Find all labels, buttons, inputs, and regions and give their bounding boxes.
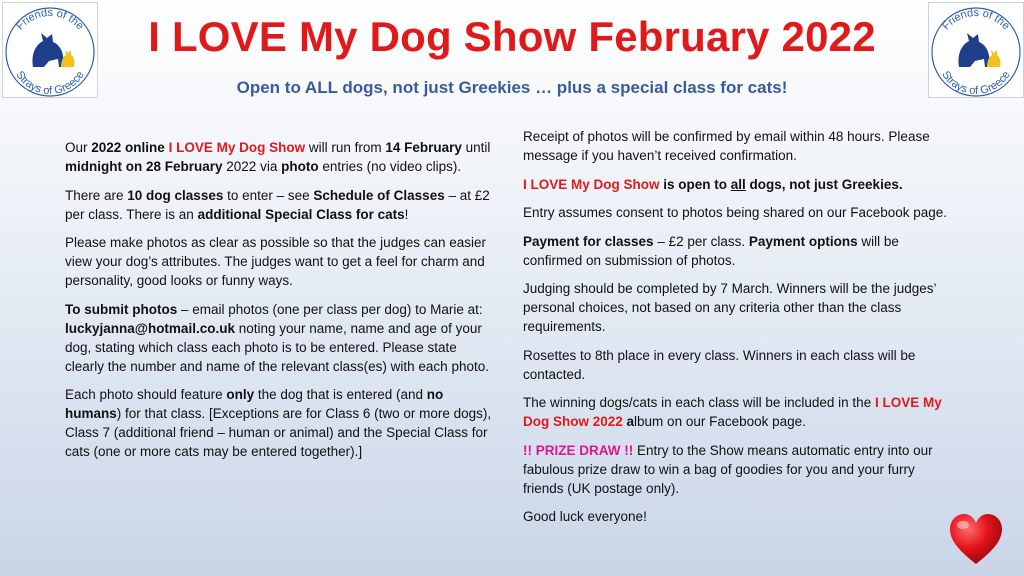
cat-icon [61, 50, 74, 67]
text-span: – £2 per class. [653, 233, 749, 249]
text-span: Our [65, 140, 92, 155]
show-name: I LOVE My Dog Show [168, 140, 306, 155]
text-span: – email photos (one per class per dog) to Marie at: [177, 301, 483, 317]
text-span: until [461, 140, 491, 155]
email-address: luckyjanna@hotmail.co.uk [65, 320, 235, 336]
text-span: is open to [659, 176, 731, 192]
text-span: There are [65, 187, 128, 203]
text-span: lbum on our Facebook page. [634, 414, 806, 429]
logo-text-top: Friends of the [940, 6, 1012, 33]
logo-text-top: Friends of the [14, 6, 86, 33]
text-span: all [730, 176, 746, 192]
text-span: will be confirmed on submission of photos. [523, 233, 899, 268]
page-subtitle: Open to ALL dogs, not just Greekies … plus a special class for cats! [236, 78, 788, 97]
svg-text:Friends of the [14, 7, 86, 32]
text-span: Entry to the Show means automatic entry into our fabulous prize draw to win a bag of goodies for you and your furry friends (UK postage only). [523, 442, 933, 496]
text-span: photo [281, 159, 319, 174]
text-span: noting your name, name and age of your dog, stating which class each photo is to be entered. Please state clearly the number and name of the relevant class(es) with each photo. [65, 320, 489, 374]
dog-icon [32, 33, 63, 67]
cat-icon [987, 50, 1000, 67]
text-span: a [622, 414, 635, 429]
photo-quality-paragraph: Please make photos as clear as possible so that the judges can easier view your dog’s attributes. The judges want to get a feel for charm and personality, good looks or funny ways. [65, 235, 486, 288]
end-date: midnight on 28 February [65, 159, 223, 174]
text-span: entries (no video clips). [318, 159, 462, 174]
logo-text-bottom: Strays of Greece [13, 69, 87, 97]
text-span: only [226, 387, 255, 402]
text-span: 2022 online [91, 140, 165, 155]
svg-text:Friends of the [940, 7, 1012, 32]
prize-draw-paragraph [523, 441, 953, 498]
start-date: 14 February [385, 140, 462, 155]
text-span: dogs, not just Greekies. [745, 176, 903, 192]
photo-rules-paragraph [65, 385, 495, 461]
rosettes-paragraph: Rosettes to 8th place in every class. Winners in each class will be contacted. [523, 347, 916, 382]
text-span: ) for that class. [Exceptions are for Class 6 (two or more dogs), Class 7 (additional friend – human or animal) and the Special Class for cats (one or more cats may be entered together).] [65, 406, 492, 459]
dog-icon [958, 33, 989, 67]
classes-paragraph [65, 186, 495, 224]
submit-paragraph [65, 300, 495, 376]
receipt-paragraph: Receipt of photos will be confirmed by email within 48 hours. Please message if you haven’t received confirmation. [523, 129, 930, 163]
open-to-all-paragraph [523, 175, 953, 194]
good-luck-paragraph: Good luck everyone! [523, 509, 647, 524]
logo-graphic [3, 3, 97, 97]
text-span: The winning dogs/cats in each class will be included in the [523, 395, 875, 410]
consent-paragraph: Entry assumes consent to photos being shared on our Facebook page. [523, 205, 948, 220]
album-name: I LOVE My Dog Show 2022 [523, 395, 942, 429]
album-paragraph [523, 393, 953, 431]
friends-of-strays-logo-left [2, 2, 98, 98]
text-span: additional Special Class for cats [197, 206, 405, 222]
text-span: no humans [65, 387, 444, 421]
svg-text:Strays of Greece [939, 69, 1012, 97]
schedule-reference: Schedule of Classes [313, 187, 445, 203]
show-name: I LOVE My Dog Show [523, 176, 660, 192]
text-span: the dog that is entered (and [254, 387, 427, 402]
left-column [65, 138, 495, 471]
text-span: 2022 via [222, 159, 282, 174]
heart-icon [948, 512, 1004, 568]
svg-text:Strays of Greece [13, 69, 86, 97]
text-span: Payment for classes [523, 233, 654, 249]
friends-of-strays-logo-right [928, 2, 1024, 98]
text-span: Each photo should feature [65, 387, 227, 402]
page-title: I LOVE My Dog Show February 2022 [148, 13, 876, 60]
text-span: – at £2 per class. There is an [65, 187, 490, 222]
logo-graphic [929, 3, 1023, 97]
text-span: will run from [305, 140, 386, 155]
judging-paragraph: Judging should be completed by 7 March. Winners will be the judges’ personal choices, not based on any criteria other than the class requirements. [523, 281, 936, 334]
payment-paragraph [523, 232, 953, 270]
prize-draw-label: !! PRIZE DRAW !! [523, 442, 634, 458]
text-span: to enter – see [223, 187, 314, 203]
text-span: ! [404, 206, 409, 222]
text-span: 10 dog classes [127, 187, 224, 203]
text-span: To submit photos [65, 301, 178, 317]
text-span: Payment options [748, 233, 858, 249]
intro-paragraph [65, 138, 495, 176]
right-column [523, 127, 953, 536]
logo-text-bottom: Strays of Greece [939, 69, 1013, 97]
